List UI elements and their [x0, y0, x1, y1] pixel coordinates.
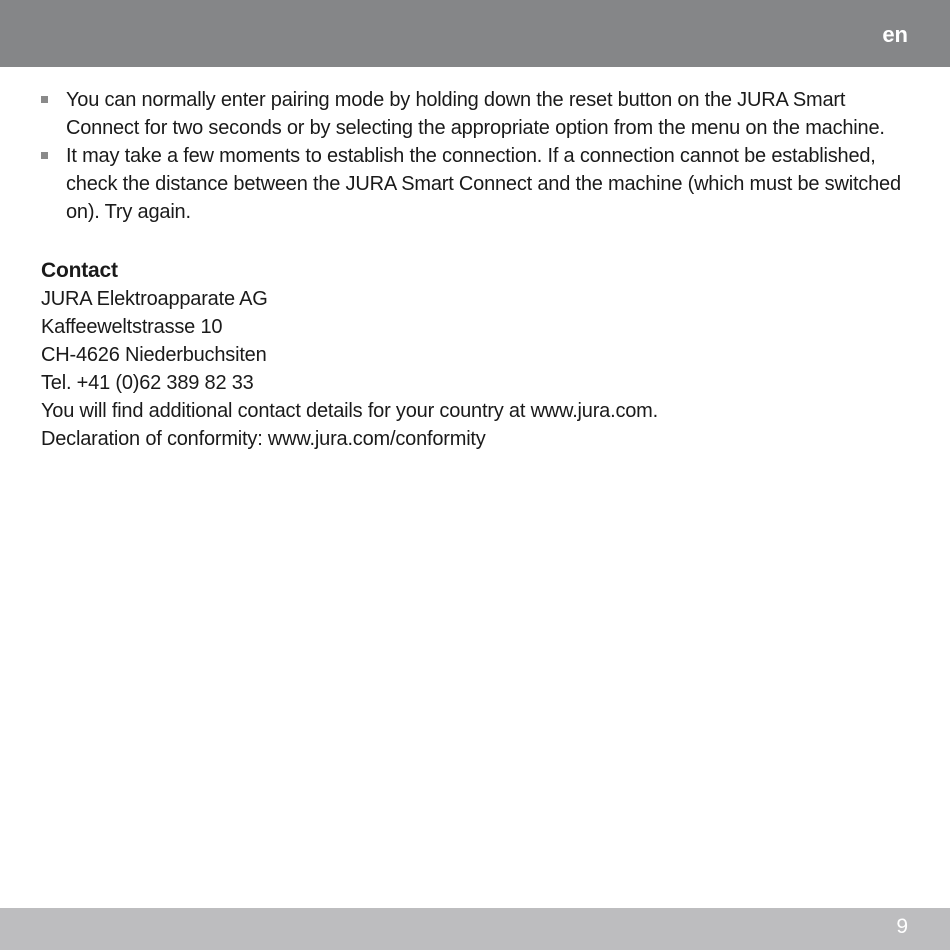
conformity-declaration: Declaration of conformity: www.jura.com/conformity	[41, 428, 486, 450]
contact-additional-info: You will find additional contact details for your country at www.jura.com.	[41, 400, 658, 422]
contact-phone: Tel. +41 (0)62 389 82 33	[41, 372, 254, 394]
page-number: 9	[896, 915, 908, 938]
list-item-text: You can normally enter pairing mode by holding down the reset button on the JURA Smart Connect for two seconds or by selecting the appropriate option from the menu on the machine.	[66, 89, 885, 139]
page-content	[41, 86, 921, 453]
contact-section	[41, 257, 921, 453]
contact-heading: Contact	[41, 259, 118, 282]
list-item-text: It may take a few moments to establish the connection. If a connection cannot be established, check the distance between the JURA Smart Connect and the machine (which must be switched on). Try again.	[66, 145, 901, 223]
bullet-list	[41, 86, 921, 226]
list-item	[41, 142, 921, 226]
footer-bar	[0, 908, 950, 950]
list-item	[41, 86, 921, 142]
square-bullet-icon	[41, 96, 48, 103]
header-bar	[0, 0, 950, 67]
contact-city: CH-4626 Niederbuchsiten	[41, 344, 267, 366]
contact-street: Kaffeeweltstrasse 10	[41, 316, 223, 338]
square-bullet-icon	[41, 152, 48, 159]
language-tag: en	[882, 22, 908, 47]
contact-company: JURA Elektroapparate AG	[41, 288, 268, 310]
